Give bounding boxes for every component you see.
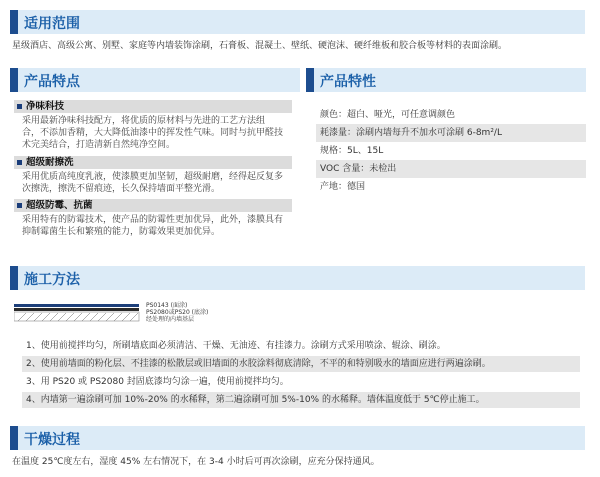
feature-line: 采用优质高纯度乳液，使漆膜更加坚韧，超级耐磨，经得起反复多	[22, 172, 284, 182]
property-row	[316, 178, 586, 196]
property-row	[316, 106, 586, 124]
step-text: 4、内墙第一遍涂刷可加 10%-20% 的水稀释，第二遍涂刷可加 5%-10% 的水稀释。墙体温度低于 5℃停止施工。	[26, 395, 485, 405]
method-step	[22, 392, 580, 408]
feature-head-1	[14, 100, 292, 113]
method-accent	[10, 266, 18, 290]
scope-text: 星级酒店、高级公寓、别墅、家庭等内墙装饰涂刷，石膏板、混凝土、壁纸、硬泡沫、硬纤维板和胶合板等材料的表面涂刷。	[12, 41, 508, 51]
step-text: 2、使用前墙面的粉化层、不挂漆的松散层或旧墙面的水胶涂料彻底清除，不平的和特别吸水的墙面应进行两遍涂刷。	[26, 359, 491, 369]
properties-accent	[306, 68, 314, 92]
features-accent	[10, 68, 18, 92]
diagram-label-primer: PS2080或PS20 (底涂)	[146, 309, 209, 316]
features-header	[10, 68, 300, 92]
features-title: 产品特点	[24, 74, 80, 90]
layer-diagram	[14, 300, 144, 328]
step-text: 3、用 PS20 或 PS2080 封固底漆均匀涂一遍，使用前搅拌均匀。	[26, 377, 289, 387]
property-text: 颜色：超白、哑光，可任意调颜色	[320, 110, 456, 120]
feature-title-3: 超级防霉、抗菌	[26, 200, 93, 211]
bullet-icon	[17, 104, 22, 109]
diagram-label-substrate: 经处理的内墙基层	[146, 316, 195, 323]
topcoat-layer	[14, 304, 139, 307]
feature-title-2: 超级耐擦洗	[26, 157, 74, 168]
drying-accent	[10, 426, 18, 450]
bullet-icon	[17, 160, 22, 165]
property-text: 耗漆量：涂刷内墙每升不加水可涂刷 6-8m²/L	[320, 128, 502, 138]
feature-line: 次擦洗，擦洗不留痕迹，长久保持墙面平整光滑。	[22, 184, 221, 194]
feature-title-1: 净味科技	[26, 101, 65, 112]
property-row	[316, 142, 586, 160]
feature-line: 采用特有的防霉技术，使产品的防霉性更加优异，此外，漆膜具有	[22, 215, 284, 225]
scope-accent	[10, 10, 18, 34]
primer-layer	[14, 308, 139, 311]
method-step	[22, 374, 580, 390]
bullet-icon	[17, 203, 22, 208]
feature-line: 合，不添加香精，大大降低油漆中的挥发性气味。同时与抗甲醛技	[22, 128, 284, 138]
drying-header	[10, 426, 585, 450]
scope-header	[10, 10, 585, 34]
method-title: 施工方法	[24, 272, 80, 288]
feature-head-3	[14, 199, 292, 212]
method-step	[22, 356, 580, 372]
property-text: 产地：德国	[320, 182, 366, 192]
feature-body-1	[22, 115, 294, 151]
feature-body-2	[22, 171, 294, 195]
property-row	[316, 160, 586, 178]
method-header	[10, 266, 585, 290]
drying-text: 在温度 25℃度左右，湿度 45% 左右情况下，在 3-4 小时后可再次涂刷，应充分保持通风。	[12, 457, 380, 467]
diagram-label-topcoat: PS0143 (面涂)	[146, 302, 188, 309]
method-step	[22, 338, 580, 354]
feature-body-3	[22, 214, 294, 238]
feature-head-2	[14, 156, 292, 169]
property-text: VOC 含量：未检出	[320, 164, 397, 174]
feature-line: 术完美结合，打造清新自然纯净空间。	[22, 140, 176, 150]
properties-header	[306, 68, 586, 92]
property-row	[316, 124, 586, 142]
substrate-layer	[14, 312, 139, 321]
scope-title: 适用范围	[24, 16, 80, 32]
feature-line: 抑制霉菌生长和繁殖的能力，防霉效果更加优异。	[22, 227, 221, 237]
drying-title: 干燥过程	[24, 432, 80, 448]
property-text: 规格：5L、15L	[320, 146, 384, 156]
properties-title: 产品特性	[320, 74, 376, 90]
step-text: 1、使用前搅拌均匀，所刷墙底面必须清洁、干燥、无油迹、有挂漆力。涂刷方式采用喷涂、辊涂、刷涂。	[26, 341, 446, 351]
feature-line: 采用最新净味科技配方，将优质的原材料与先进的工艺方法组	[22, 116, 266, 126]
